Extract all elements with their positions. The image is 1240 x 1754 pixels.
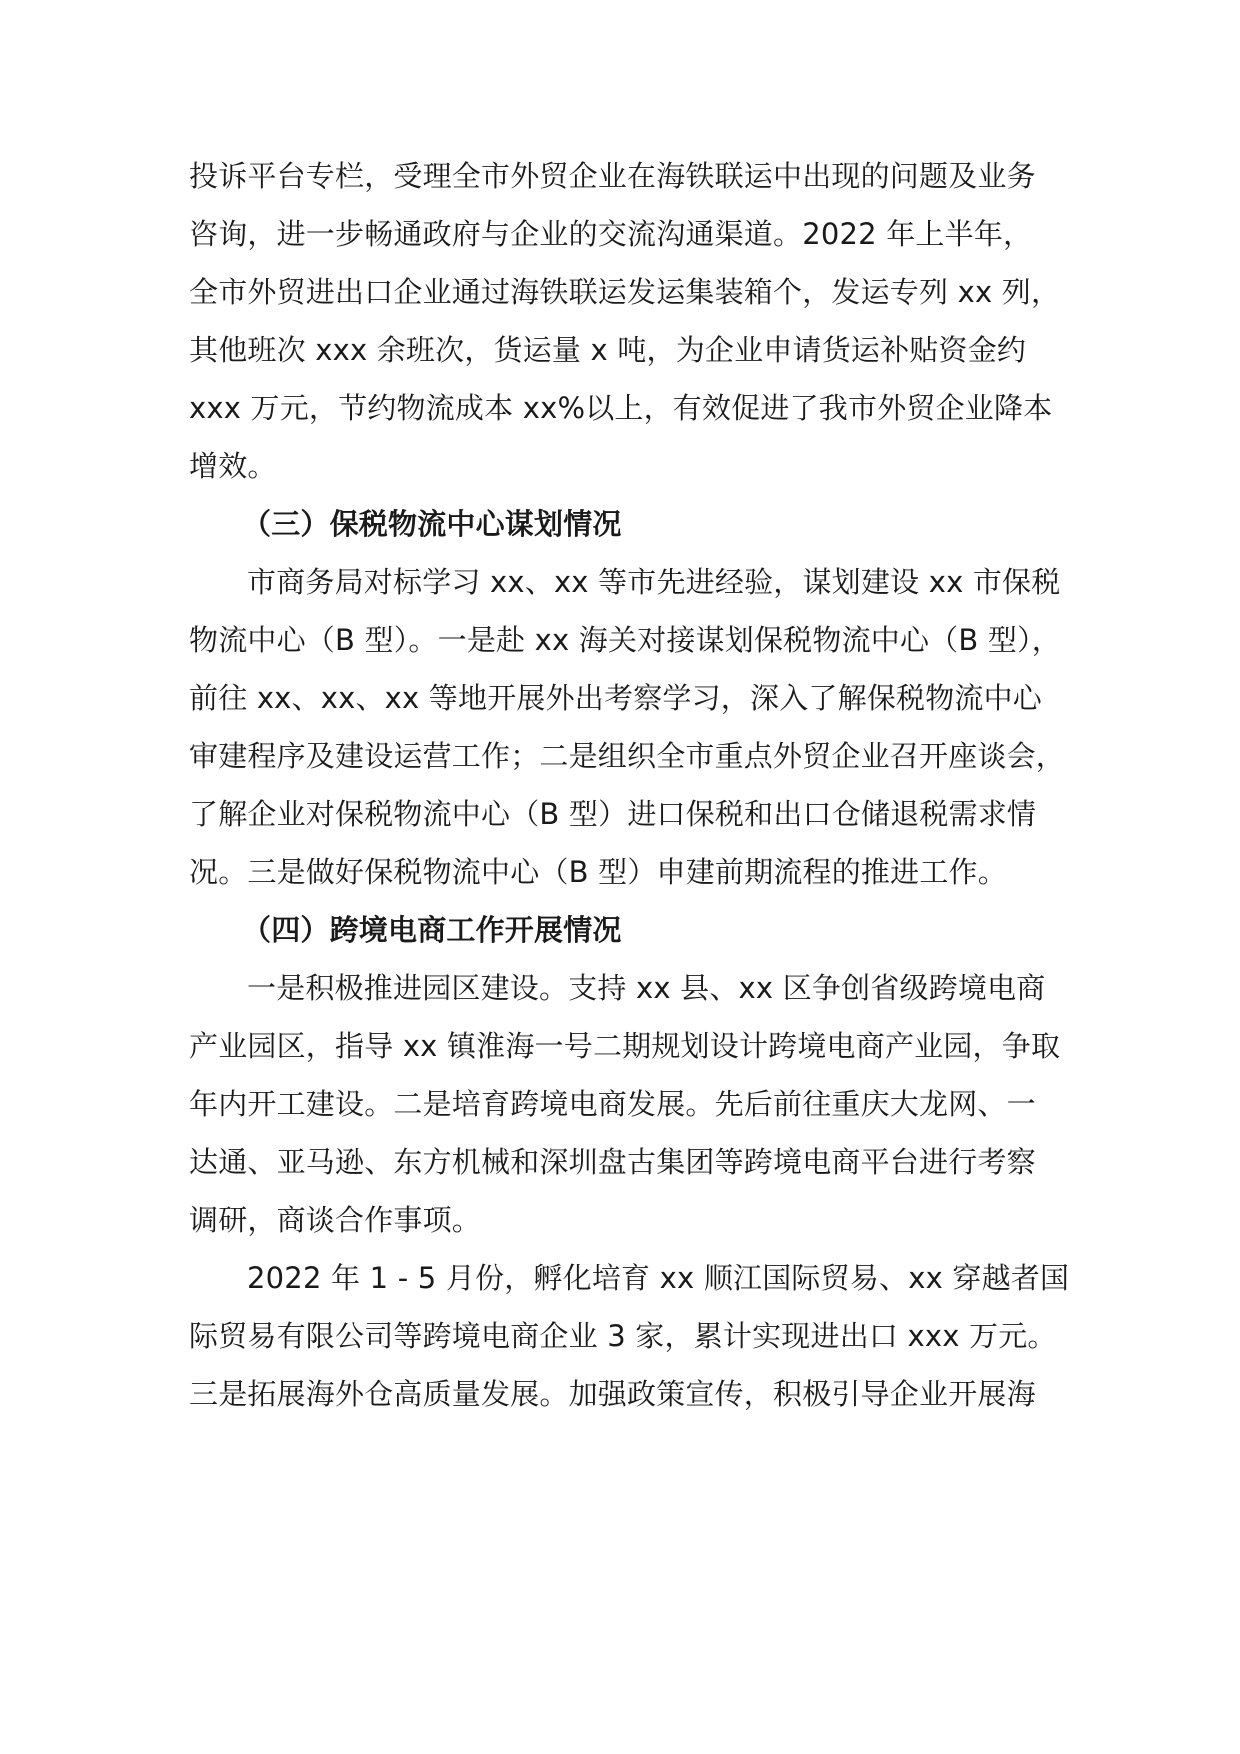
paragraph-line: 全市外贸进出口企业通过海铁联运发运集装箱个，发运专列 xx 列，	[189, 275, 1061, 309]
section-heading: （三）保税物流中心谋划情况	[242, 507, 622, 541]
paragraph-line: 产业园区，指导 xx 镇淮海一号二期规划设计跨境电商产业园，争取	[189, 1029, 1061, 1063]
paragraph-line: 际贸易有限公司等跨境电商企业 3 家，累计实现进出口 xxx 万元。	[189, 1319, 1057, 1353]
paragraph-line: 一是积极推进园区建设。支持 xx 县、xx 区争创省级跨境电商	[247, 971, 1046, 1005]
paragraph-line: 三是拓展海外仓高质量发展。加强政策宣传，积极引导企业开展海	[189, 1377, 1036, 1411]
section-heading: （四）跨境电商工作开展情况	[242, 913, 622, 947]
paragraph-line: 年内开工建设。二是培育跨境电商发展。先后前往重庆大龙网、一	[189, 1087, 1036, 1121]
paragraph-line: 市商务局对标学习 xx、xx 等市先进经验，谋划建设 xx 市保税	[247, 565, 1061, 599]
paragraph-line: 达通、亚马逊、东方机械和深圳盘古集团等跨境电商平台进行考察	[189, 1145, 1036, 1179]
paragraph-line: 调研，商谈合作事项。	[189, 1203, 482, 1237]
paragraph-line: 况。三是做好保税物流中心（B 型）申建前期流程的推进工作。	[189, 855, 1007, 889]
paragraph-line: 咨询，进一步畅通政府与企业的交流沟通渠道。2022 年上半年，	[189, 217, 1033, 251]
paragraph-line: 投诉平台专栏，受理全市外贸企业在海铁联运中出现的问题及业务	[189, 159, 1036, 193]
paragraph-line: 了解企业对保税物流中心（B 型）进口保税和出口仓储退税需求情	[189, 797, 1037, 831]
paragraph-line: 2022 年 1 - 5 月份，孵化培育 xx 顺江国际贸易、xx 穿越者国	[247, 1261, 1070, 1295]
paragraph-line: xxx 万元，节约物流成本 xx%以上，有效促进了我市外贸企业降本	[189, 391, 1053, 425]
paragraph-line: 审建程序及建设运营工作；二是组织全市重点外贸企业召开座谈会，	[189, 739, 1066, 773]
paragraph-line: 物流中心（B 型）。一是赴 xx 海关对接谋划保税物流中心（B 型），	[189, 623, 1061, 657]
paragraph-line: 增效。	[189, 449, 277, 483]
paragraph-line: 前往 xx、xx、xx 等地开展外出考察学习，深入了解保税物流中心	[189, 681, 1043, 715]
paragraph-line: 其他班次 xxx 余班次，货运量 x 吨，为企业申请货运补贴资金约	[189, 333, 1027, 367]
